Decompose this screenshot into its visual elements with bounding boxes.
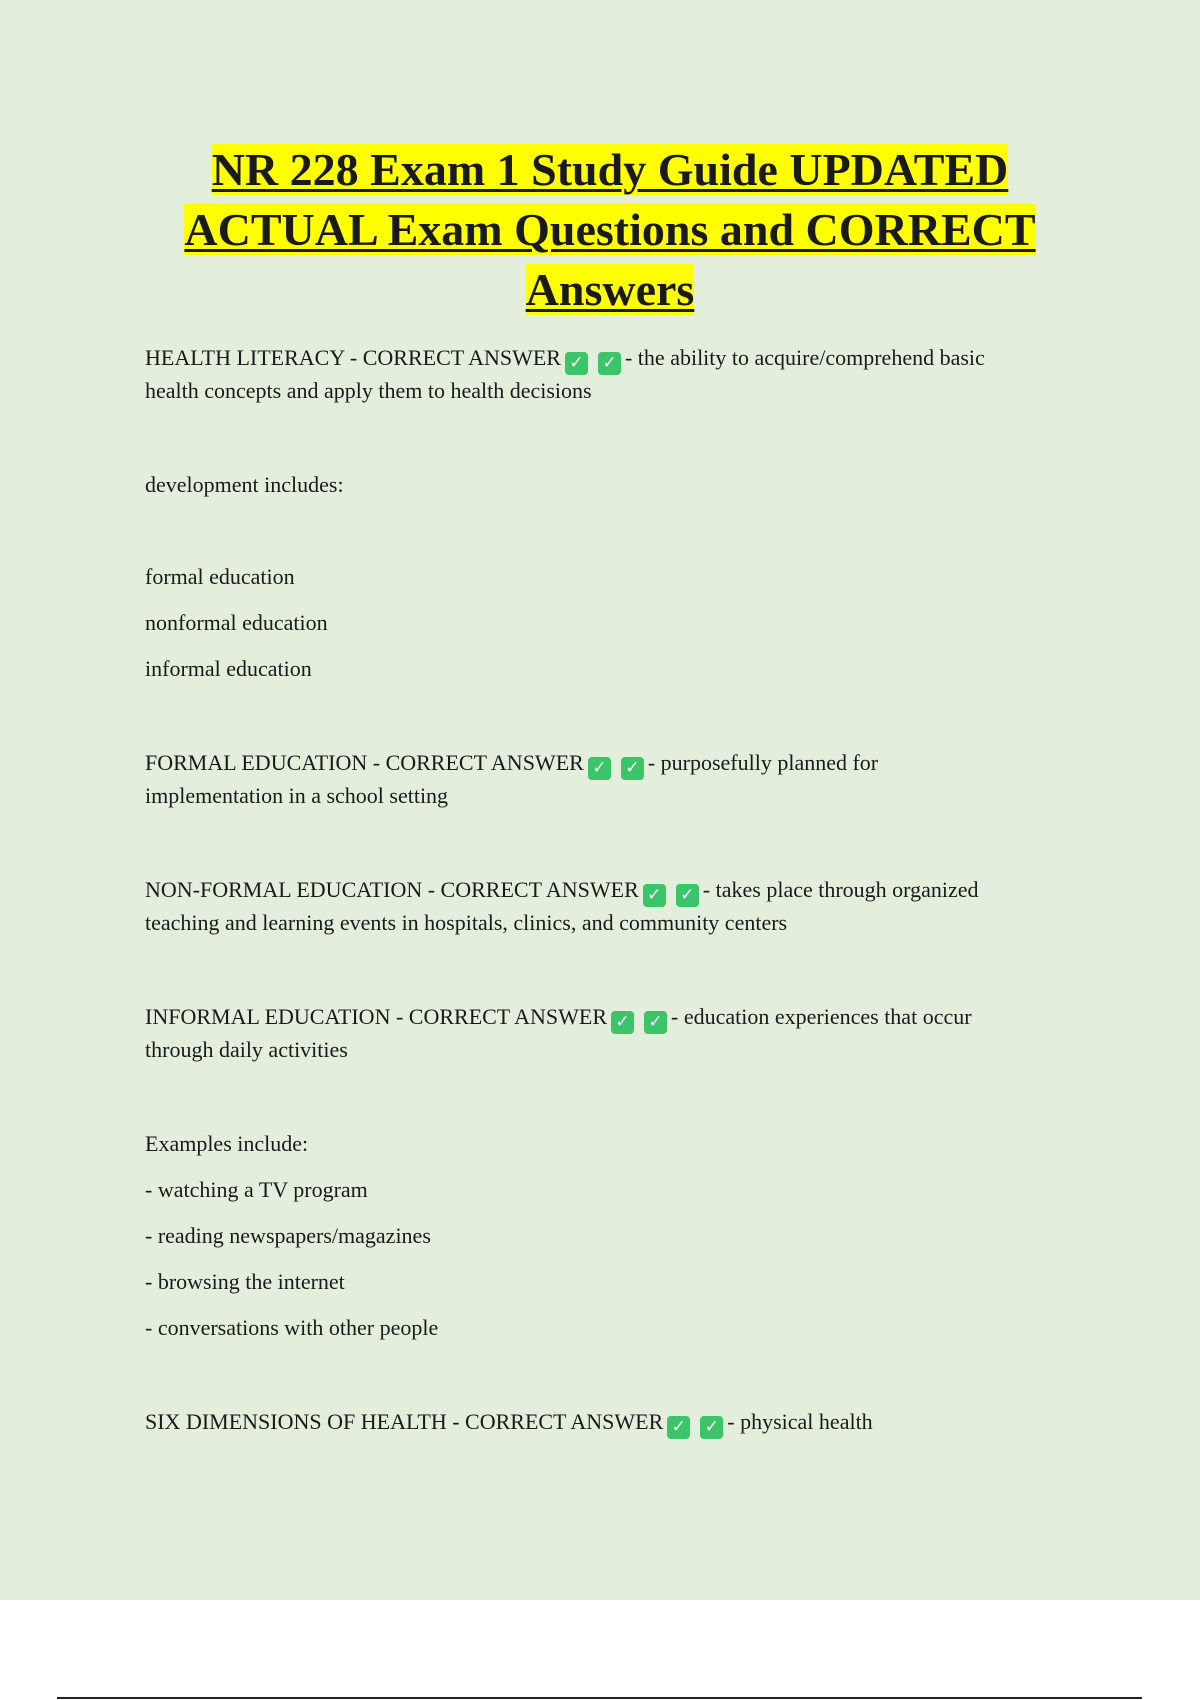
entry-continuation: teaching and learning events in hospitals, clinics, and community centers — [145, 910, 788, 935]
title-line-3: Answers — [525, 264, 695, 315]
entry-definition: - education experiences that occur — [671, 1004, 972, 1029]
check-mark-icon: ✓ — [621, 757, 644, 780]
entry-term: SIX DIMENSIONS OF HEALTH - CORRECT ANSWER — [145, 1409, 664, 1434]
check-mark-icon: ✓ — [667, 1416, 690, 1439]
check-mark-icon: ✓ — [643, 884, 666, 907]
check-mark-icon: ✓ — [598, 352, 621, 375]
development-list — [145, 561, 1075, 685]
examples-heading: Examples include: — [145, 1131, 309, 1156]
entry-six-dimensions — [145, 1406, 1075, 1439]
list-item: - browsing the internet — [145, 1269, 345, 1294]
entry-continuation: implementation in a school setting — [145, 783, 449, 808]
entry-line — [145, 874, 1075, 907]
title-line-1: NR 228 Exam 1 Study Guide UPDATED — [211, 144, 1009, 195]
entry-line — [145, 747, 1075, 780]
check-mark-icon: ✓ — [644, 1011, 667, 1034]
list-item: nonformal education — [145, 610, 328, 635]
check-mark-icon: ✓ — [565, 352, 588, 375]
entry-continuation: health concepts and apply them to health decisions — [145, 378, 592, 403]
entry-term: HEALTH LITERACY - CORRECT ANSWER — [145, 345, 561, 370]
entry-term: FORMAL EDUCATION - CORRECT ANSWER — [145, 750, 584, 775]
check-mark-icon: ✓ — [676, 884, 699, 907]
entry-line — [145, 1001, 1075, 1034]
footer-divider — [57, 1697, 1142, 1699]
entry-line — [145, 342, 1075, 375]
entry-line — [145, 1406, 1075, 1439]
entry-informal-education — [145, 1001, 1075, 1066]
list-item: - conversations with other people — [145, 1315, 439, 1340]
check-mark-icon: ✓ — [611, 1011, 634, 1034]
entry-continuation: through daily activities — [145, 1037, 348, 1062]
entry-definition: - purposefully planned for — [647, 750, 879, 775]
list-item: - watching a TV program — [145, 1177, 368, 1202]
entry-non-formal-education — [145, 874, 1075, 939]
check-mark-icon: ✓ — [588, 757, 611, 780]
check-mark-icon: ✓ — [700, 1416, 723, 1439]
entry-definition: - physical health — [727, 1409, 873, 1434]
list-item: informal education — [145, 656, 312, 681]
list-item: - reading newspapers/magazines — [145, 1223, 431, 1248]
document-title — [145, 140, 1075, 320]
entry-formal-education — [145, 747, 1075, 812]
document-body — [145, 140, 1075, 1439]
entry-term: INFORMAL EDUCATION - CORRECT ANSWER — [145, 1004, 608, 1029]
title-line-2: ACTUAL Exam Questions and CORRECT — [184, 204, 1036, 255]
examples-list — [145, 1128, 1075, 1344]
entry-term: NON-FORMAL EDUCATION - CORRECT ANSWER — [145, 877, 639, 902]
entry-health-literacy — [145, 342, 1075, 407]
list-item: formal education — [145, 564, 295, 589]
entry-definition: - takes place through organized — [702, 877, 979, 902]
entry-definition: - the ability to acquire/comprehend basic — [624, 345, 985, 370]
development-heading: development includes: — [145, 472, 344, 497]
